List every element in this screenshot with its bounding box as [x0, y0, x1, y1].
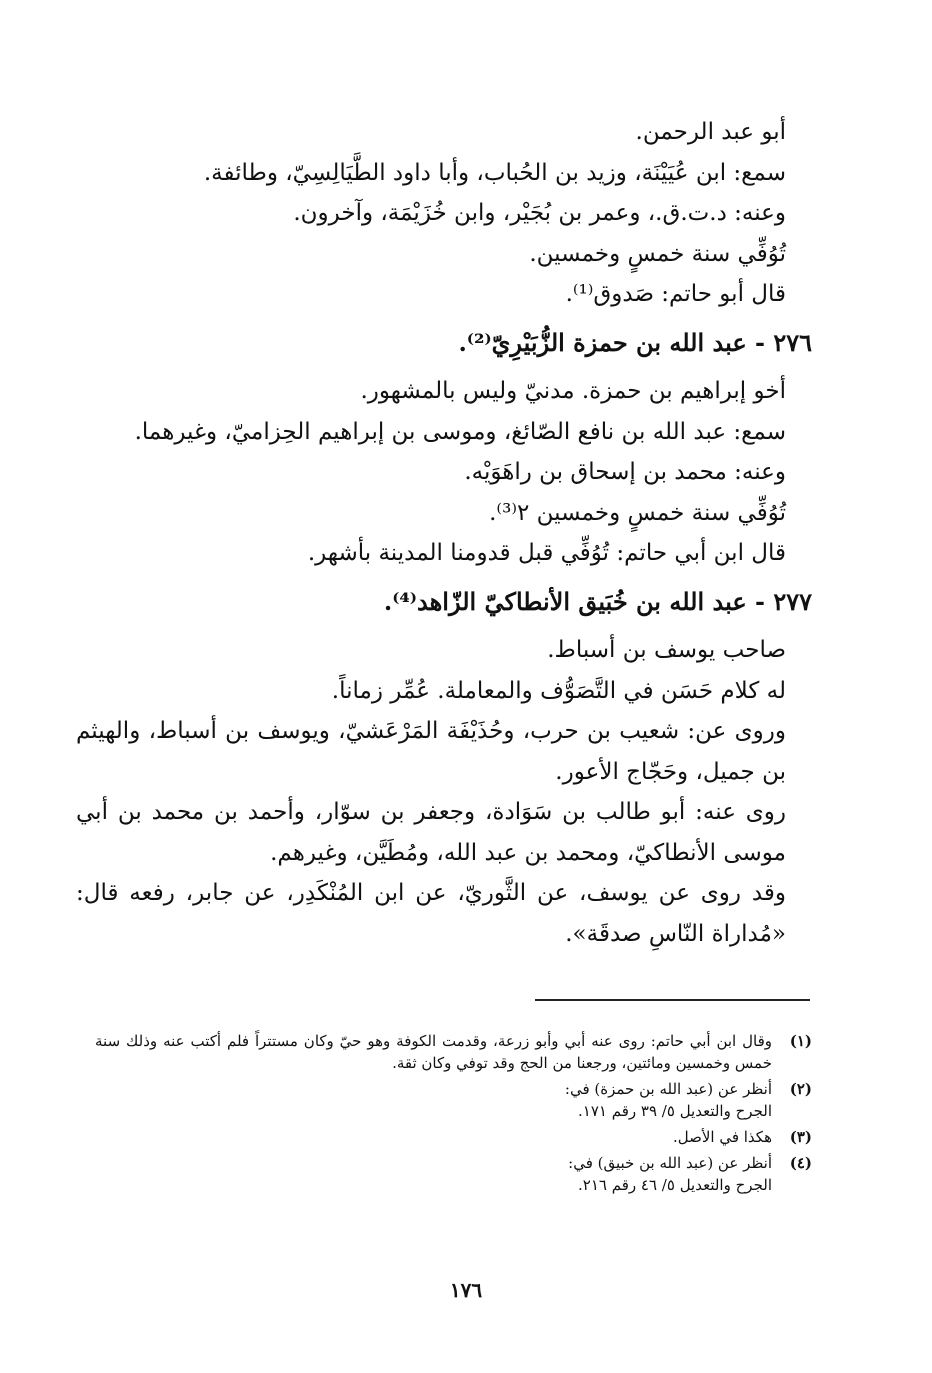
footnote-body	[95, 1030, 772, 1074]
text-line: وعنه: محمد بن إسحاق بن راهَوَيْه.	[464, 459, 786, 485]
text-line: أخو إبراهيم بن حمزة. مدنيّ وليس بالمشهور.	[360, 378, 786, 404]
text-line: أبو عبد الرحمن.	[635, 119, 786, 145]
footnote	[95, 1126, 812, 1148]
footnote-text: الجرح والتعديل ٥/ ٤٦ رقم ٢١٦.	[578, 1176, 772, 1194]
entry-heading: ٢٧٦ - عبد الله بن حمزة الزُّبَيْرِيّ⁽²⁾.	[458, 327, 812, 357]
text-line: وعنه: د.ت.ق.، وعمر بن بُجَيْر، وابن خُزَيْمَة، وآخرون.	[293, 200, 786, 226]
footnote-text: الجرح والتعديل ٥/ ٣٩ رقم ١٧١.	[578, 1102, 772, 1120]
text-line: سمع: عبد الله بن نافع الصّائغ، وموسى بن إبراهيم الحِزاميّ، وغيرهما.	[134, 418, 786, 445]
entry-heading: ٢٧٧ - عبد الله بن خُبَيق الأنطاكيّ الزّاهد⁽⁴⁾.	[383, 586, 812, 616]
text-line: وروى عن: شعيب بن حرب، وحُذَيْفَة المَرْعَشيّ، ويوسف بن أسباط، والهيثم بن جميل، وحَجّاج الأعور.	[76, 718, 786, 785]
main-text	[76, 112, 812, 954]
page-number: ١٧٦	[449, 1278, 483, 1302]
text-line: وقد روى عن يوسف، عن الثَّوريّ، عن ابن المُنْكَدِر، عن جابر، رفعه قال: «مُداراة النّاسِ صدقَة».	[76, 880, 786, 947]
footnote	[95, 1152, 812, 1196]
footnote-separator	[535, 999, 810, 1001]
text-line: سمع: ابن عُيَيْنَة، وزيد بن الحُباب، وأبا داود الطَّيَالِسِيّ، وطائفة.	[203, 159, 786, 186]
footnote-text: وقال ابن أبي حاتم: روى عنه أبي وأبو زرعة، وقدمت الكوفة وهو حيّ وكان مستتراً فلم أكتب عنه وذلك سنة خمس وخمسين ومائتين، ورجعنا من الحج وقد توفي وكان ثقة.	[95, 1032, 772, 1072]
footnote-text: أنظر عن (عبد الله بن خبيق) في:	[568, 1154, 772, 1172]
footnote-body	[95, 1126, 772, 1148]
footnote-text: أنظر عن (عبد الله بن حمزة) في:	[564, 1080, 772, 1098]
text-line: تُوُفِّي سنة خمسٍ وخمسين ٢⁽³⁾.	[489, 499, 786, 526]
footnote-body	[95, 1078, 772, 1122]
footnote-body	[95, 1152, 772, 1196]
footnote-text: هكذا في الأصل.	[672, 1128, 772, 1146]
text-line: روى عنه: أبو طالب بن سَوَادة، وجعفر بن سوّار، وأحمد بن محمد بن أبي موسى الأنطاكيّ، ومحمد بن عبد الله، ومُطَيَّن، وغيرهم.	[76, 799, 786, 866]
footnote	[95, 1078, 812, 1122]
text-line: صاحب يوسف بن أسباط.	[547, 637, 786, 663]
footnote-number: (٢)	[789, 1080, 812, 1098]
footnotes	[95, 1030, 812, 1200]
text-line: تُوُفِّي سنة خمسٍ وخمسين.	[529, 240, 786, 267]
footnote-number: (١)	[789, 1032, 812, 1050]
footnote-number: (٤)	[789, 1154, 812, 1172]
text-line: له كلام حَسَن في التَّصَوُّف والمعاملة. عُمِّر زماناً.	[331, 677, 786, 704]
text-line: قال أبو حاتم: صَدوق⁽¹⁾.	[565, 281, 786, 307]
text-line: قال ابن أبي حاتم: تُوُفِّي قبل قدومنا المدينة بأشهر.	[307, 540, 786, 566]
footnote-number: (٣)	[789, 1128, 812, 1146]
footnote	[95, 1030, 812, 1074]
